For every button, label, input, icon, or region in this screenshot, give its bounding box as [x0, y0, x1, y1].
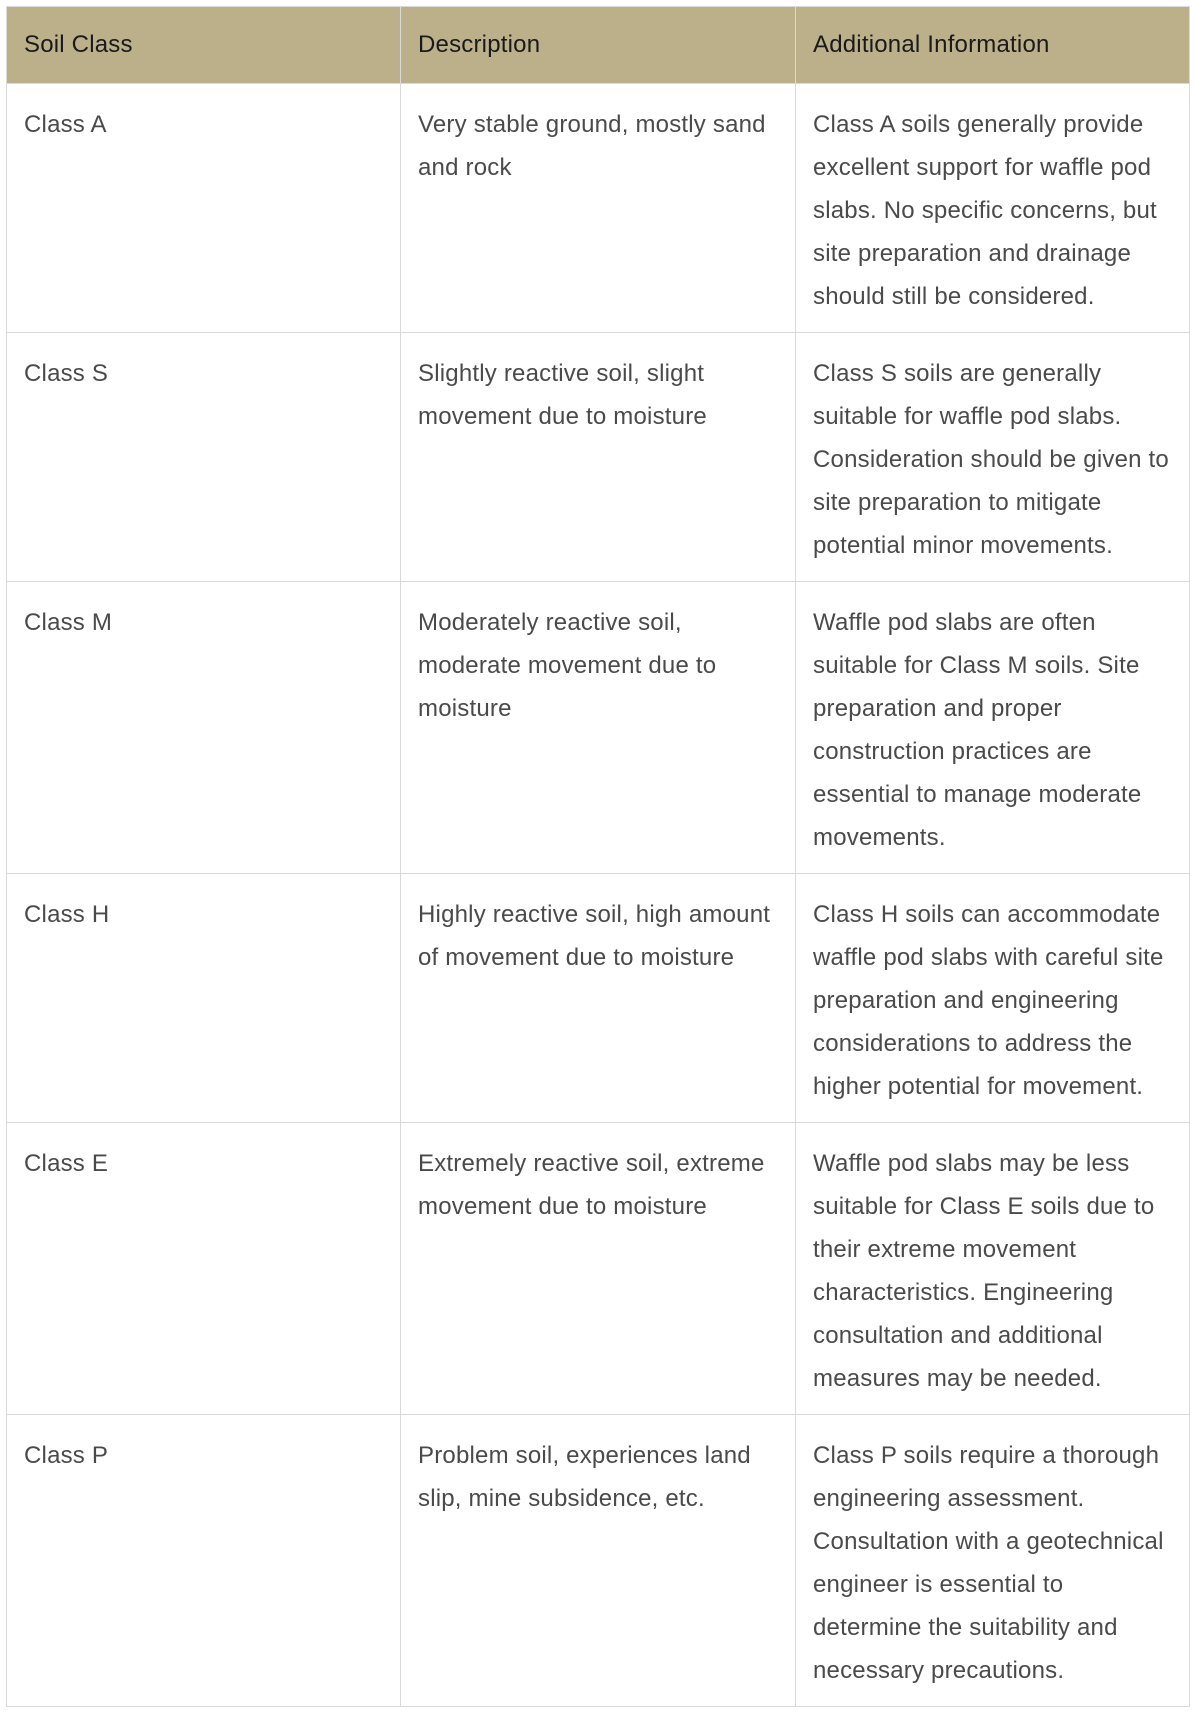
- header-description: Description: [401, 7, 796, 84]
- cell-additional-information: Waffle pod slabs may be less suitable for Class E soils due to their extreme movement characteristics. Engineering consultation and additional measures may be needed.: [796, 1123, 1190, 1415]
- table-body: [7, 84, 1190, 1707]
- header-soil-class: Soil Class: [7, 7, 401, 84]
- table-row: [7, 1123, 1190, 1415]
- header-additional-information: Additional Information: [796, 7, 1190, 84]
- soil-class-table-container: [6, 6, 1189, 1707]
- cell-description: Very stable ground, mostly sand and rock: [401, 84, 796, 333]
- table-row: [7, 333, 1190, 582]
- cell-additional-information: Class A soils generally provide excellent support for waffle pod slabs. No specific concerns, but site preparation and drainage should still be considered.: [796, 84, 1190, 333]
- cell-description: Extremely reactive soil, extreme movement due to moisture: [401, 1123, 796, 1415]
- cell-description: Moderately reactive soil, moderate movement due to moisture: [401, 582, 796, 874]
- cell-description: Highly reactive soil, high amount of movement due to moisture: [401, 874, 796, 1123]
- table-header: [7, 7, 1190, 84]
- table-row: [7, 874, 1190, 1123]
- table-row: [7, 582, 1190, 874]
- cell-description: Problem soil, experiences land slip, mine subsidence, etc.: [401, 1415, 796, 1707]
- cell-soil-class: Class P: [7, 1415, 401, 1707]
- cell-soil-class: Class M: [7, 582, 401, 874]
- cell-soil-class: Class H: [7, 874, 401, 1123]
- cell-additional-information: Class H soils can accommodate waffle pod slabs with careful site preparation and engineering considerations to address the higher potential for movement.: [796, 874, 1190, 1123]
- table-row: [7, 84, 1190, 333]
- cell-soil-class: Class S: [7, 333, 401, 582]
- soil-class-table: [6, 6, 1190, 1707]
- cell-additional-information: Class S soils are generally suitable for waffle pod slabs. Consideration should be given to site preparation to mitigate potential minor movements.: [796, 333, 1190, 582]
- cell-description: Slightly reactive soil, slight movement due to moisture: [401, 333, 796, 582]
- cell-additional-information: Waffle pod slabs are often suitable for Class M soils. Site preparation and proper construction practices are essential to manage moderate movements.: [796, 582, 1190, 874]
- cell-soil-class: Class A: [7, 84, 401, 333]
- cell-additional-information: Class P soils require a thorough engineering assessment. Consultation with a geotechnical engineer is essential to determine the suitability and necessary precautions.: [796, 1415, 1190, 1707]
- table-row: [7, 1415, 1190, 1707]
- header-row: [7, 7, 1190, 84]
- cell-soil-class: Class E: [7, 1123, 401, 1415]
